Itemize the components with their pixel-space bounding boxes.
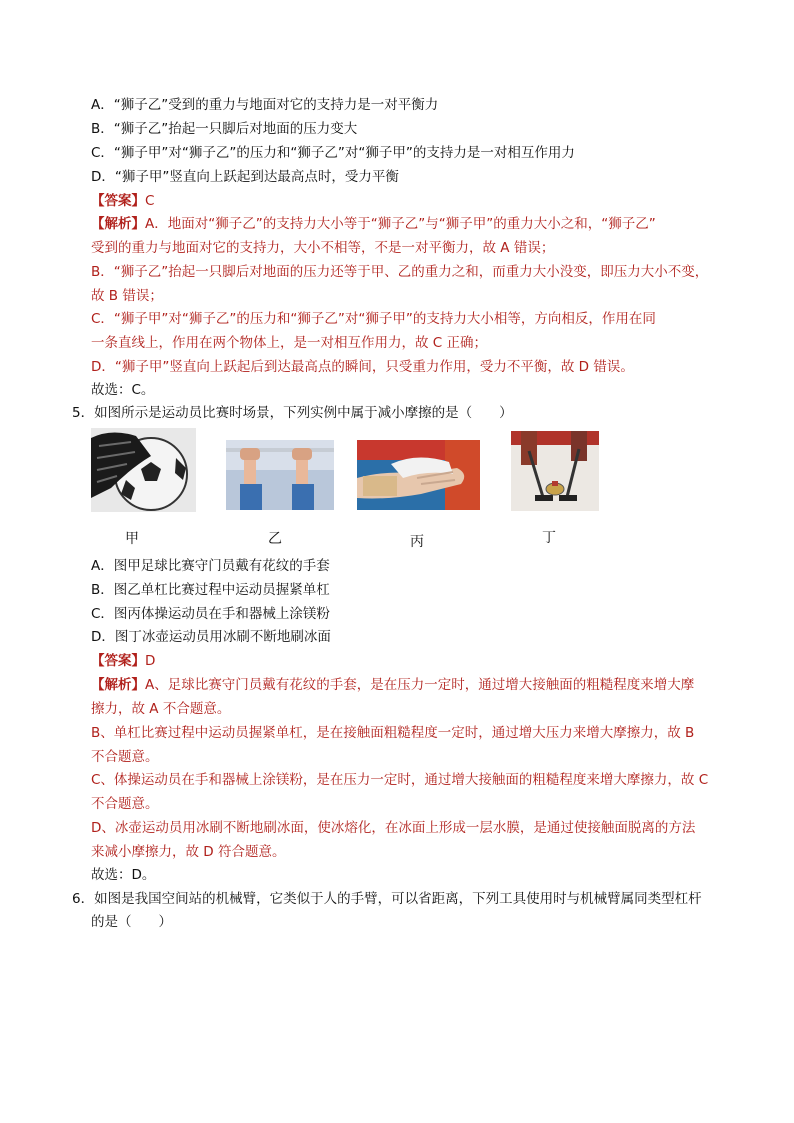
q5-analysis-line-5: C、体操运动员在手和器械上涂镁粉，是在压力一定时，通过增大接触面的粗糙程度来增大摩擦力，故 C <box>91 772 709 788</box>
answer-value: C <box>145 193 155 209</box>
prev-option-d: D．“狮子甲”竖直向上跃起到达最高点时，受力平衡 <box>91 169 399 185</box>
prev-answer <box>91 192 154 210</box>
caption-yi: 乙 <box>268 531 282 547</box>
prev-analysis-line-3: B．“狮子乙”抬起一只脚后对地面的压力还等于甲、乙的重力之和，而重力大小没变，即压力大小不变， <box>91 264 709 280</box>
q6-stem-line-1: 6．如图是我国空间站的机械臂，它类似于人的手臂，可以省距离，下列工具使用时与机械臂属同类型杠杆 <box>72 891 702 907</box>
figure-horizontal-bar <box>226 440 334 510</box>
prev-analysis-line-6: 一条直线上，作用在两个物体上，是一对相互作用力，故 C 正确； <box>91 335 488 351</box>
caption-ding: 丁 <box>542 530 556 546</box>
q5-analysis-line-3: B、单杠比赛过程中运动员握紧单杠，是在接触面粗糙程度一定时，通过增大压力来增大摩擦力，故 B <box>91 725 695 741</box>
analysis-tag: 【解析】 <box>91 677 145 693</box>
q5-option-c: C．图丙体操运动员在手和器械上涂镁粉 <box>91 606 330 622</box>
figure-goalkeeper-glove <box>91 428 196 512</box>
figure-curling-sweep <box>511 431 599 511</box>
q5-analysis-line-8: 来减小摩擦力，故 D 符合题意。 <box>91 844 286 860</box>
prev-analysis-line-4: 故 B 错误； <box>91 288 163 304</box>
figure-chalk-hands <box>357 440 480 510</box>
q5-conclusion: 故选：D。 <box>91 867 156 883</box>
q5-analysis-line-6: 不合题意。 <box>91 796 159 812</box>
q5-answer <box>91 652 155 670</box>
q5-analysis-line-4: 不合题意。 <box>91 749 159 765</box>
prev-option-b: B．“狮子乙”抬起一只脚后对地面的压力变大 <box>91 121 358 137</box>
q5-analysis-line-1: 【解析】A、足球比赛守门员戴有花纹的手套，是在压力一定时，通过增大接触面的粗糙程度来增大摩 <box>91 677 695 693</box>
caption-jia: 甲 <box>125 531 139 547</box>
prev-analysis-line-1: 【解析】A．地面对“狮子乙”的支持力大小等于“狮子乙”与“狮子甲”的重力大小之和，“狮子乙” <box>91 216 656 232</box>
q5-option-a: A．图甲足球比赛守门员戴有花纹的手套 <box>91 558 330 574</box>
prev-conclusion: 故选：C。 <box>91 382 155 398</box>
q5-analysis-line-2: 擦力，故 A 不合题意。 <box>91 701 231 717</box>
answer-value: D <box>145 653 156 669</box>
prev-option-a: A．“狮子乙”受到的重力与地面对它的支持力是一对平衡力 <box>91 97 439 113</box>
q6-stem-line-2: 的是（ ） <box>91 914 172 930</box>
prev-analysis-line-7: D．“狮子甲”竖直向上跃起后到达最高点的瞬间，只受重力作用，受力不平衡，故 D 错误。 <box>91 359 634 375</box>
caption-bing: 丙 <box>410 534 424 550</box>
prev-analysis-line-2: 受到的重力与地面对它的支持力，大小不相等，不是一对平衡力，故 A 错误； <box>91 240 555 256</box>
q5-analysis-line-7: D、冰壶运动员用冰刷不断地刷冰面，使冰熔化，在冰面上形成一层水膜，是通过使接触面脱离的方法 <box>91 820 696 836</box>
analysis-tag: 【解析】 <box>91 216 145 232</box>
q5-option-b: B．图乙单杠比赛过程中运动员握紧单杠 <box>91 582 330 598</box>
answer-tag: 【答案】 <box>91 193 145 209</box>
prev-option-c: C．“狮子甲”对“狮子乙”的压力和“狮子乙”对“狮子甲”的支持力是一对相互作用力 <box>91 145 575 161</box>
answer-tag: 【答案】 <box>91 653 145 669</box>
q5-option-d: D．图丁冰壶运动员用冰刷不断地刷冰面 <box>91 629 331 645</box>
prev-analysis-line-5: C．“狮子甲”对“狮子乙”的压力和“狮子乙”对“狮子甲”的支持力大小相等，方向相反，作用在同 <box>91 311 656 327</box>
q5-stem: 5．如图所示是运动员比赛时场景，下列实例中属于减小摩擦的是（ ） <box>72 405 513 421</box>
